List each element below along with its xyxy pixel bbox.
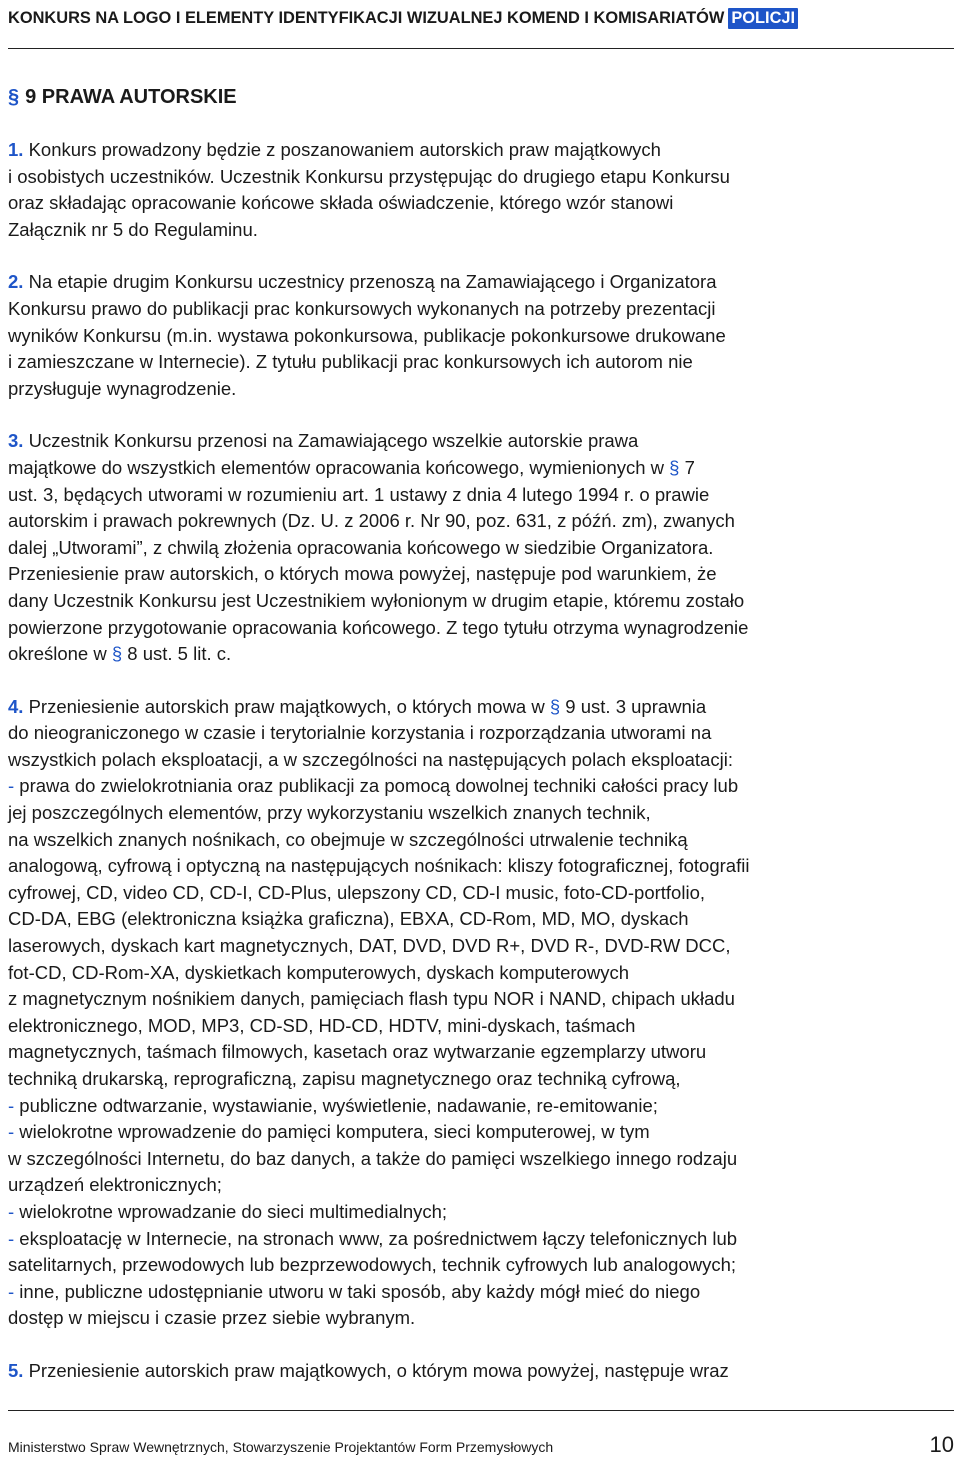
list-item: [8, 1226, 958, 1253]
paragraph-line: ust. 3, będących utworami w rozumieniu art. 1 ustawy z dnia 4 lutego 1994 r. o prawie: [8, 483, 710, 505]
list-item-line: elektronicznego, MOD, MP3, CD-SD, HD-CD, HDTV, mini-dyskach, taśmach: [8, 1014, 636, 1036]
footer-rule: [8, 1410, 954, 1411]
list-item-line: fot-CD, CD-Rom-XA, dyskietkach komputerowych, dyskach komputerowych: [8, 961, 629, 983]
list-item: [8, 1199, 958, 1226]
paragraph-line: wszystkich polach eksploatacji, a w szczególności na następujących polach eksploatacji:: [8, 748, 733, 770]
list-item-line: na wszelkich znanych nośnikach, co obejmuje w szczególności utrwalenie techniką: [8, 828, 688, 850]
list-item-line: laserowych, dyskach kart magnetycznych, DAT, DVD, DVD R+, DVD R-, DVD-RW DCC,: [8, 935, 731, 957]
paragraph-line: autorskim i prawach pokrewnych (Dz. U. z 2006 r. Nr 90, poz. 631, z późń. zm), zwanych: [8, 510, 735, 532]
section-symbol: §: [8, 86, 20, 108]
paragraph-line: Przeniesienie autorskich praw majątkowych, o których mowa w: [23, 695, 550, 717]
paragraph-1: [8, 137, 958, 243]
list-item-line: techniką drukarską, reprograficzną, zapisu magnetycznego oraz techniką cyfrową,: [8, 1068, 681, 1089]
document-body: [8, 84, 958, 1385]
list-item-line: dostęp w miejscu i czasie przez siebie wybranym.: [8, 1307, 416, 1329]
list-item-line: w szczególności Internetu, do baz danych, a także do pamięci wszelkiego innego rodzaju: [8, 1147, 738, 1169]
paragraph-line: oraz składając opracowanie końcowe składa oświadczenie, którego wzór stanowi: [8, 192, 674, 214]
paragraph-number: 5.: [8, 1359, 24, 1381]
section-symbol: §: [669, 456, 680, 478]
paragraph-line: do nieograniczonego w czasie i terytorialnie korzystania i rozporządzania utworami na: [8, 722, 712, 744]
list-dash: -: [8, 1280, 15, 1302]
section-heading: [8, 84, 958, 110]
paragraph-line: dalej „Utworami”, z chwilą złożenia opracowania końcowego w siedzibie Organizatora.: [8, 536, 714, 558]
paragraph-line: i osobistych uczestników. Uczestnik Konkursu przystępując do drugiego etapu Konkursu: [8, 165, 730, 187]
list-item: [8, 1093, 958, 1120]
paragraph-line: dany Uczestnik Konkursu jest Uczestnikiem wyłonionym w drugim etapie, któremu zostało: [8, 589, 745, 611]
paragraph-line: Konkurs prowadzony będzie z poszanowaniem autorskich praw majątkowych: [23, 139, 661, 160]
paragraph-number: 2.: [8, 271, 24, 293]
exploitation-list: [8, 773, 958, 1331]
paragraph-4: [8, 694, 958, 1332]
list-item-text: prawa do zwielokrotniania oraz publikacji za pomocą dowolnej techniki całości pracy lub: [14, 775, 739, 797]
paragraph-number: 4.: [8, 695, 24, 717]
paragraph-line: majątkowe do wszystkich elementów opracowania końcowego, wymienionych w: [8, 456, 670, 478]
paragraph-line: Konkursu prawo do publikacji prac konkursowych wykonanych na potrzeby prezentacji: [8, 297, 716, 319]
header-title: KONKURS NA LOGO I ELEMENTY IDENTYFIKACJI WIZUALNEJ KOMEND I KOMISARIATÓW: [8, 8, 725, 27]
paragraph-line: wyników Konkursu (m.in. wystawa pokonkursowa, publikacje pokonkursowe drukowane: [8, 324, 726, 346]
paragraph-line: Załącznik nr 5 do Regulaminu.: [8, 218, 258, 240]
list-item-text: wielokrotne wprowadzanie do sieci multimedialnych;: [14, 1200, 448, 1222]
list-item-line: analogową, cyfrową i optyczną na następujących nośnikach: kliszy fotograficznej, fotografii: [8, 855, 750, 877]
paragraph-line: i zamieszczane w Internecie). Z tytułu publikacji prac konkursowych ich autorom nie: [8, 351, 693, 373]
list-item-line: satelitarnych, przewodowych lub bezprzewodowych, technik cyfrowych lub analogowych;: [8, 1254, 737, 1276]
paragraph-2: [8, 269, 958, 402]
list-item-line: magnetycznych, taśmach filmowych, kasetach oraz wytwarzanie egzemplarzy utworu: [8, 1041, 707, 1063]
list-dash: -: [8, 1200, 15, 1222]
paragraph-line: określone w: [8, 643, 112, 665]
page-footer: [8, 1432, 958, 1458]
header-rule: [8, 48, 954, 49]
paragraph-line: Przeniesienie autorskich praw majątkowych, o którym mowa powyżej, następuje wraz: [23, 1359, 729, 1381]
list-item-text: eksploatację w Internecie, na stronach www, za pośrednictwem łączy telefonicznych lub: [14, 1227, 738, 1249]
paragraph-line: Uczestnik Konkursu przenosi na Zamawiającego wszelkie autorskie prawa: [23, 430, 639, 452]
list-item: [8, 1119, 958, 1146]
list-item-line: cyfrowej, CD, video CD, CD-I, CD-Plus, ulepszony CD, CD-I music, foto-CD-portfolio,: [8, 881, 705, 903]
page-number: 10: [929, 1432, 954, 1457]
paragraph-line: Na etapie drugim Konkursu uczestnicy przenoszą na Zamawiającego i Organizatora: [23, 271, 717, 293]
paragraph-line: 9 ust. 3 uprawnia: [560, 695, 707, 717]
footer-text: Ministerstwo Spraw Wewnętrznych, Stowarzyszenie Projektantów Form Przemysłowych: [8, 1439, 554, 1455]
paragraph-line: przysługuje wynagrodzenie.: [8, 377, 237, 399]
page-header: [8, 4, 954, 32]
section-symbol: §: [549, 695, 561, 717]
paragraph-line: 8 ust. 5 lit. c.: [122, 643, 232, 665]
paragraph-number: 3.: [8, 430, 24, 452]
header-badge: POLICJI: [728, 8, 798, 29]
list-dash: -: [8, 775, 15, 797]
list-dash: -: [8, 1227, 15, 1249]
list-item: [8, 773, 958, 800]
paragraph-line: 7: [679, 456, 695, 478]
section-symbol: §: [111, 643, 123, 665]
list-dash: -: [8, 1094, 15, 1116]
list-item-line: urządzeń elektronicznych;: [8, 1174, 222, 1196]
section-heading-text: 9 PRAWA AUTORSKIE: [25, 86, 237, 108]
paragraph-3: [8, 428, 958, 667]
paragraph-5: [8, 1358, 958, 1385]
list-item-line: z magnetycznym nośnikiem danych, pamięciach flash typu NOR i NAND, chipach układu: [8, 988, 735, 1010]
list-item-line: jej poszczególnych elementów, przy wykorzystaniu wszelkich znanych technik,: [8, 802, 651, 824]
list-item-text: publiczne odtwarzanie, wystawianie, wyświetlenie, nadawanie, re-emitowanie;: [14, 1094, 658, 1116]
list-item-text: inne, publiczne udostępnianie utworu w taki sposób, aby każdy mógł mieć do niego: [14, 1280, 701, 1302]
list-item: [8, 1279, 958, 1306]
paragraph-number: 1.: [8, 139, 24, 160]
paragraph-line: Przeniesienie praw autorskich, o których mowa powyżej, następuje pod warunkiem, że: [8, 563, 717, 585]
list-item-line: CD-DA, EBG (elektroniczna książka graficzna), EBXA, CD-Rom, MD, MO, dyskach: [8, 908, 689, 930]
list-item-text: wielokrotne wprowadzenie do pamięci komputera, sieci komputerowej, w tym: [14, 1121, 650, 1143]
paragraph-line: powierzone przygotowanie opracowania końcowego. Z tego tytułu otrzyma wynagrodzenie: [8, 616, 749, 638]
list-dash: -: [8, 1121, 15, 1143]
